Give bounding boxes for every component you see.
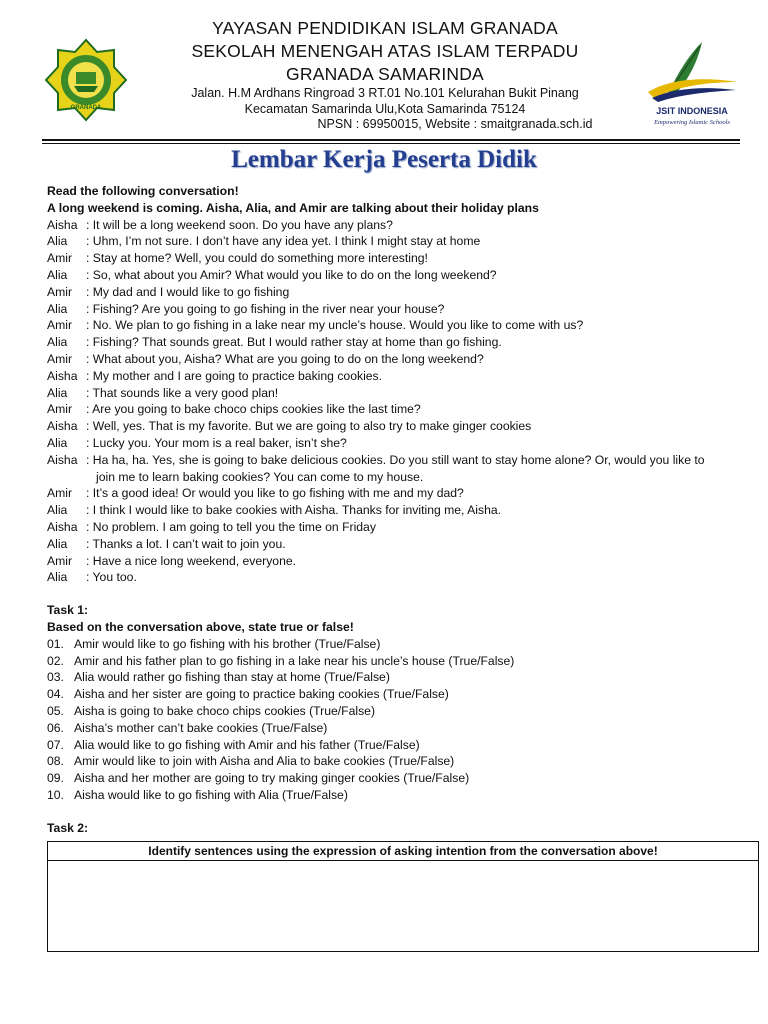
npsn-website: NPSN : 69950015, Website : smaitgranada.sch.id (317, 117, 593, 131)
dialogue-line (47, 334, 747, 351)
dialogue-text (86, 351, 484, 368)
dialogue-speaker: Alia (47, 234, 68, 249)
dialogue-line (47, 452, 747, 486)
dialogue-speaker: Alia (47, 435, 68, 450)
dialogue-speaker: Amir (47, 351, 73, 366)
dialogue-text-main: : Uhm, I’m not sure. I don’t have any idea yet. I think I might stay at home (86, 234, 481, 249)
task1-item-text: Alia would rather go fishing than stay at home (True/False) (74, 670, 390, 685)
header-rule-thick (42, 139, 740, 141)
dialogue-text-main: : You too. (86, 570, 137, 585)
foundation-name: YAYASAN PENDIDIKAN ISLAM GRANADA (212, 18, 558, 38)
dialogue-text (86, 301, 444, 318)
dialogue-line (47, 569, 747, 586)
task1-item (47, 770, 747, 787)
dialogue-line (47, 502, 747, 519)
dialogue-text (86, 536, 286, 553)
school-crest-icon (44, 38, 128, 122)
dialogue-text-main: : No. We plan to go fishing in a lake near my uncle’s house. Would you like to come with us? (86, 318, 584, 333)
dialogue-text (86, 569, 137, 586)
dialogue-text (86, 401, 421, 418)
task1-item (47, 737, 747, 754)
dialogue-speaker: Alia (47, 267, 68, 282)
task1-item (47, 753, 747, 770)
dialogue-speaker: Amir (47, 318, 73, 333)
task1-item-number: 01. (47, 636, 64, 651)
address-line-1: Jalan. H.M Ardhans Ringroad 3 RT.01 No.101 Kelurahan Bukit Pinang (191, 86, 579, 100)
jsit-tagline: Empowering Islamic Schools (654, 119, 730, 126)
task1-item (47, 720, 747, 737)
dialogue-text (86, 368, 382, 385)
dialogue-line (47, 217, 747, 234)
dialogue-line (47, 368, 747, 385)
dialogue-text (86, 553, 296, 570)
dialogue (47, 217, 747, 587)
task1-item (47, 669, 747, 686)
jsit-feather-logo-icon (638, 32, 746, 127)
task1-item (47, 787, 747, 804)
task1-item (47, 686, 747, 703)
dialogue-line (47, 418, 747, 435)
dialogue-text (86, 519, 376, 536)
task2-box-header: Identify sentences using the expression of asking intention from the conversation above! (48, 842, 758, 861)
dialogue-line (47, 519, 747, 536)
dialogue-text-main: : No problem. I am going to tell you the time on Friday (86, 519, 376, 534)
task1-item-text: Aisha is going to bake choco chips cookies (True/False) (74, 703, 375, 718)
jsit-title: JSIT INDONESIA (656, 106, 728, 116)
dialogue-line (47, 435, 747, 452)
task1-item-text: Amir would like to go fishing with his brother (True/False) (74, 636, 381, 651)
task2-heading: Task 2: (47, 820, 89, 835)
dialogue-text-main: : Thanks a lot. I can’t wait to join you. (86, 536, 286, 551)
dialogue-text-main: : What about you, Aisha? What are you going to do on the long weekend? (86, 351, 484, 366)
dialogue-line (47, 284, 747, 301)
reading-context: A long weekend is coming. Aisha, Alia, and Amir are talking about their holiday plans (47, 200, 539, 215)
dialogue-line (47, 553, 747, 570)
dialogue-speaker: Amir (47, 251, 73, 266)
dialogue-text-main: : My dad and I would like to go fishing (86, 284, 290, 299)
dialogue-text-main: : Have a nice long weekend, everyone. (86, 553, 297, 568)
dialogue-text (86, 217, 393, 234)
dialogue-text (86, 233, 480, 250)
task2-answer-area[interactable] (48, 861, 758, 951)
task1-item-text: Amir would like to join with Aisha and Alia to bake cookies (True/False) (74, 754, 455, 769)
dialogue-line (47, 267, 747, 284)
dialogue-line (47, 485, 747, 502)
task1-item-number: 06. (47, 720, 64, 735)
dialogue-text-main: : I think I would like to bake cookies with Aisha. Thanks for inviting me, Aisha. (86, 503, 502, 518)
dialogue-line (47, 233, 747, 250)
dialogue-text (86, 284, 289, 301)
task1-list (47, 636, 747, 804)
school-city: GRANADA SAMARINDA (286, 64, 484, 84)
dialogue-text-main: : So, what about you Amir? What would you like to do on the long weekend? (86, 267, 497, 282)
dialogue-line (47, 385, 747, 402)
dialogue-text (86, 502, 501, 519)
task1-item-text: Amir and his father plan to go fishing in a lake near his uncle’s house (True/False) (74, 653, 515, 668)
task1-item-text: Aisha’s mother can’t bake cookies (True/False) (74, 720, 328, 735)
dialogue-speaker: Alia (47, 570, 68, 585)
school-name: SEKOLAH MENENGAH ATAS ISLAM TERPADU (191, 41, 579, 61)
dialogue-text-main: : Well, yes. That is my favorite. But we are going to also try to make ginger cookies (86, 419, 532, 434)
dialogue-speaker: Aisha (47, 519, 78, 534)
dialogue-line (47, 536, 747, 553)
task1-item-number: 04. (47, 687, 64, 702)
dialogue-text-main: : My mother and I are going to practice baking cookies. (86, 368, 383, 383)
dialogue-line (47, 401, 747, 418)
dialogue-text-main: : Lucky you. Your mom is a real baker, isn’t she? (86, 435, 347, 450)
dialogue-text-main: : It’s a good idea! Or would you like to go fishing with me and my dad? (86, 486, 464, 501)
reading-instruction: Read the following conversation! (47, 184, 239, 198)
task1-item-number: 05. (47, 703, 64, 718)
address-line-2: Kecamatan Samarinda Ulu,Kota Samarinda 75124 (244, 102, 526, 116)
task1-item-text: Aisha would like to go fishing with Alia (True/False) (74, 787, 348, 802)
task1-item (47, 636, 747, 653)
task1-item-number: 08. (47, 754, 64, 769)
dialogue-speaker: Aisha (47, 452, 78, 467)
task1-item-number: 10. (47, 787, 64, 802)
task1-item-text: Aisha and her sister are going to practice baking cookies (True/False) (74, 687, 449, 702)
dialogue-text-main: : Ha ha, ha. Yes, she is going to bake delicious cookies. Do you still want to stay home alone? Or, would you like to (86, 452, 705, 467)
dialogue-line (47, 250, 747, 267)
letterhead (0, 0, 768, 145)
dialogue-text-main: : Are you going to bake choco chips cookies like the last time? (86, 402, 421, 417)
header-rule-thin (42, 143, 740, 144)
task1-item-text: Aisha and her mother are going to try making ginger cookies (True/False) (74, 771, 470, 786)
worksheet-title: Lembar Kerja Peserta Didik (231, 146, 537, 173)
dialogue-text (86, 267, 497, 284)
dialogue-text (86, 435, 347, 452)
dialogue-speaker: Amir (47, 553, 73, 568)
task1-instruction: Based on the conversation above, state true or false! (47, 619, 354, 634)
task2-answer-box (47, 841, 759, 952)
worksheet-content (47, 183, 747, 836)
dialogue-speaker: Alia (47, 301, 68, 316)
dialogue-speaker: Alia (47, 503, 68, 518)
dialogue-text (86, 317, 583, 334)
task1-item-number: 09. (47, 771, 64, 786)
dialogue-text-main: : That sounds like a very good plan! (86, 385, 279, 400)
dialogue-speaker: Alia (47, 536, 68, 551)
dialogue-speaker: Aisha (47, 419, 78, 434)
dialogue-speaker: Amir (47, 402, 73, 417)
dialogue-text (86, 385, 278, 402)
dialogue-line (47, 317, 747, 334)
crest-text: GRANADA (70, 105, 102, 111)
dialogue-text (86, 334, 502, 351)
dialogue-line (47, 351, 747, 368)
task1-item-number: 03. (47, 670, 64, 685)
dialogue-text-main: : Fishing? Are you going to go fishing in the river near your house? (86, 301, 445, 316)
dialogue-speaker: Amir (47, 284, 73, 299)
task1-item (47, 703, 747, 720)
dialogue-text-main: : Fishing? That sounds great. But I would rather stay at home than go fishing. (86, 335, 502, 350)
dialogue-text-main: : It will be a long weekend soon. Do you have any plans? (86, 217, 393, 232)
dialogue-speaker: Amir (47, 486, 73, 501)
task1-heading: Task 1: (47, 603, 89, 618)
dialogue-text (86, 418, 531, 435)
task1-item-number: 07. (47, 737, 64, 752)
task1-item-number: 02. (47, 653, 64, 668)
task1-item (47, 653, 747, 670)
dialogue-text-continued: join me to learn baking cookies? You can come to my house. (96, 469, 424, 484)
dialogue-text (86, 485, 464, 502)
dialogue-line (47, 301, 747, 318)
dialogue-speaker: Aisha (47, 368, 78, 383)
dialogue-text-main: : Stay at home? Well, you could do something more interesting! (86, 251, 428, 266)
dialogue-speaker: Alia (47, 335, 68, 350)
dialogue-text (86, 452, 705, 486)
dialogue-text (86, 250, 428, 267)
dialogue-speaker: Alia (47, 385, 68, 400)
task1-item-text: Alia would like to go fishing with Amir and his father (True/False) (74, 737, 420, 752)
dialogue-speaker: Aisha (47, 217, 78, 232)
